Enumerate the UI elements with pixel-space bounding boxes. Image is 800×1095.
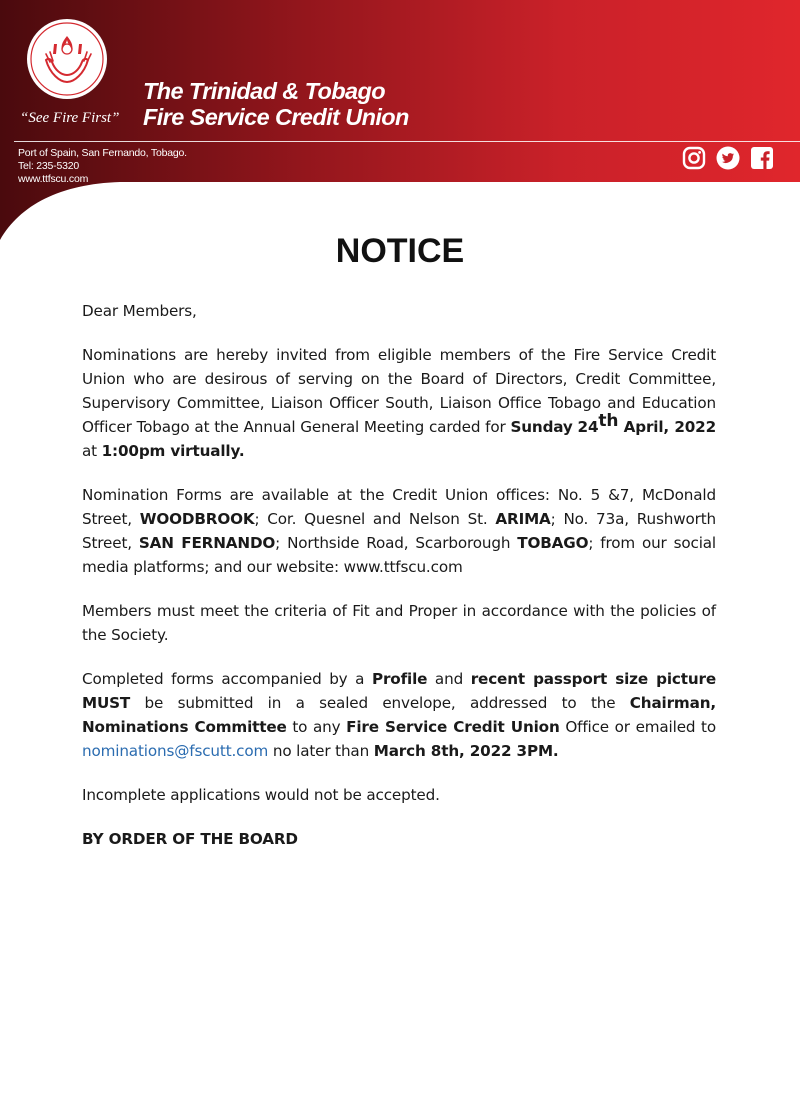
credit-union-logo: [26, 18, 108, 100]
facebook-icon[interactable]: [750, 146, 774, 170]
paragraph-criteria: Members must meet the criteria of Fit and Proper in accordance with the policies of the Society.: [82, 602, 716, 644]
header-divider: [14, 141, 800, 142]
instagram-icon[interactable]: [682, 146, 706, 170]
website-link[interactable]: www.ttfscu.com: [18, 173, 89, 185]
telephone: Tel: 235-5320: [18, 160, 80, 172]
paragraph-submission: Completed forms accompanied by a Profile and recent passport size picture MUST be submitted in a sealed envelope, addressed to the Chairman, Nominations Committee to any Fire Service Credit Union Office or emailed to nominations@fscutt.com no later than March 8th, 2022 3PM.: [82, 670, 717, 760]
paragraph-incomplete: Incomplete applications would not be accepted.: [82, 786, 440, 804]
deadline: March 8th, 2022 3PM.: [373, 742, 559, 760]
agm-time: 1:00pm virtually.: [101, 442, 245, 460]
org-name-line1: The Trinidad & Tobago: [143, 78, 385, 104]
notice-title: NOTICE: [335, 232, 465, 270]
notice-body: [82, 299, 716, 871]
agm-date: 24th April, 2022: [577, 411, 716, 436]
organization-name: [143, 78, 409, 130]
paragraph-forms: Nomination Forms are available at the Credit Union offices: No. 5 &7, McDonald Street, WOODBROOK; Cor. Quesnel and Nelson St. ARIMA; No. 73a, Rushworth Street, SAN FERNANDO; Northside Road, Scarborough TOBAGO; from our social media platforms; and our website: www.ttfscu.com: [82, 486, 716, 576]
social-links: [682, 146, 774, 170]
letterhead: [0, 0, 800, 250]
address: Port of Spain, San Fernando, Tobago.: [18, 147, 187, 159]
contact-info: [18, 147, 187, 186]
paragraph-nominations: Nominations are hereby invited from eligible members of the Fire Service Credit Union who are desirous of serving on the Board of Directors, Credit Committee, Supervisory Committee, Liaison Officer South, Liaison Office Tobago and Education Officer Tobago at the Annual General Meeting carded for Sunday 24th April, 2022 at 1:00pm virtually.: [82, 346, 716, 460]
org-name-line2: Fire Service Credit Union: [143, 104, 409, 130]
email-link[interactable]: nominations@fscutt.com: [82, 742, 269, 760]
greeting: Dear Members,: [82, 302, 197, 320]
signoff: BY ORDER OF THE BOARD: [82, 830, 298, 848]
twitter-icon[interactable]: [716, 146, 740, 170]
tagline: “See Fire First”: [20, 110, 120, 126]
